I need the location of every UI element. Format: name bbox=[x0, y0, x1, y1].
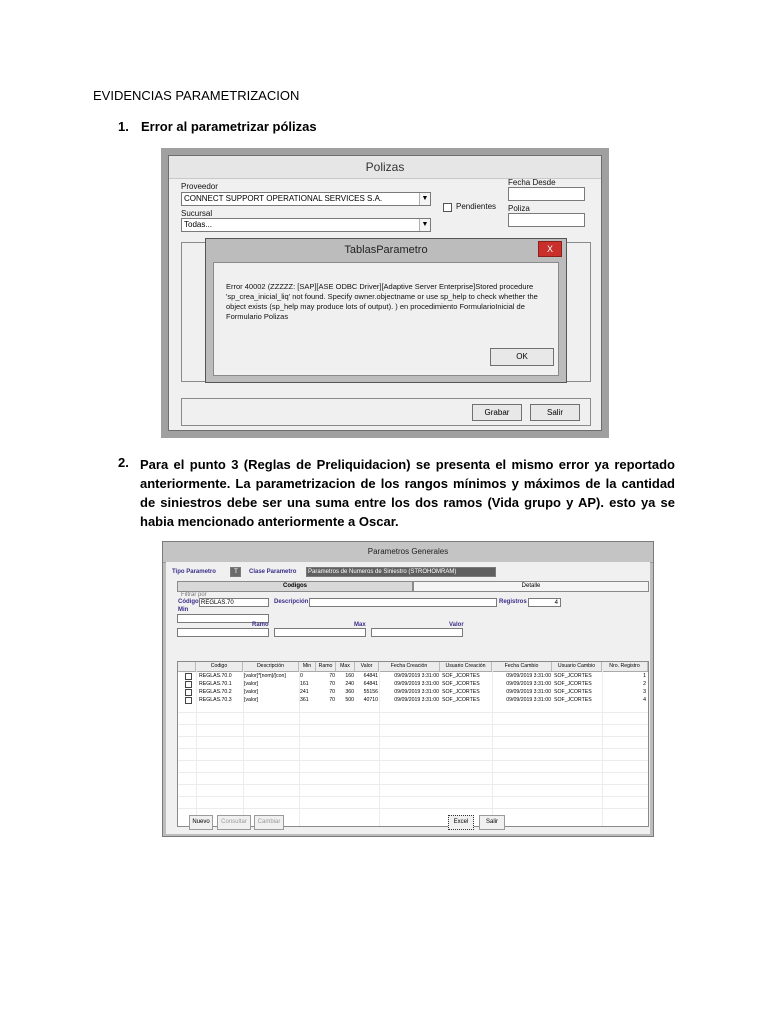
chevron-down-icon[interactable]: ▼ bbox=[419, 193, 430, 205]
grid-line bbox=[178, 772, 648, 773]
grid-line bbox=[602, 662, 603, 826]
cell-ramo: 70 bbox=[329, 689, 335, 695]
cell-usuario-creacion: SOF_JCORTES bbox=[442, 689, 480, 695]
fecha-desde-input[interactable] bbox=[508, 187, 585, 201]
tab-codigos[interactable]: Codigos bbox=[177, 581, 413, 592]
chevron-down-icon[interactable]: ▼ bbox=[419, 219, 430, 231]
error-dialog bbox=[205, 238, 567, 383]
descripcion-input[interactable] bbox=[309, 598, 497, 607]
cell-usuario-creacion: SOF_JCORTES bbox=[442, 673, 480, 679]
cell-descripcion: [valor] bbox=[244, 681, 259, 687]
cell-max: 360 bbox=[345, 689, 354, 695]
column-header[interactable]: Valor bbox=[355, 662, 379, 671]
column-header[interactable]: Ramo bbox=[316, 662, 336, 671]
column-header[interactable]: Max bbox=[336, 662, 355, 671]
polizas-button-bar bbox=[181, 398, 591, 426]
row-checkbox[interactable] bbox=[185, 689, 192, 696]
error-message: Error 40002 (ZZZZZ: [SAP][ASE ODBC Driver][Adaptive Server Enterprise]Stored procedure 'sp_crea_inicial_liq' not found. Specify owner.objectname or use sp_help to check whether the object exists (sp_help may produce lots of output). ) en procedimiento FormularioInicial de Formulario Polizas bbox=[226, 282, 538, 321]
column-header[interactable]: Min bbox=[299, 662, 316, 671]
cell-valor: 55156 bbox=[363, 689, 378, 695]
cell-valor: 64841 bbox=[363, 681, 378, 687]
cell-usuario-creacion: SOF_JCORTES bbox=[442, 697, 480, 703]
cell-usuario-cambio: SOF_JCORTES bbox=[554, 689, 592, 695]
cell-min: 241 bbox=[300, 689, 309, 695]
salir-button[interactable]: Salir bbox=[530, 404, 580, 421]
pendientes-label: Pendientes bbox=[456, 202, 497, 211]
column-header[interactable]: Nro. Registro bbox=[602, 662, 648, 671]
filtrar-label: Filtrar por bbox=[181, 592, 207, 598]
cell-descripcion: [valor] bbox=[244, 689, 259, 695]
ramo-label: Ramo bbox=[252, 622, 269, 628]
cell-nro-registro: 4 bbox=[643, 697, 646, 703]
proveedor-select[interactable] bbox=[181, 192, 431, 206]
cell-ramo: 70 bbox=[329, 681, 335, 687]
excel-button[interactable]: Excel bbox=[448, 815, 474, 830]
grid-line bbox=[299, 662, 300, 826]
grid-line bbox=[178, 748, 648, 749]
column-header[interactable]: Fecha Cambio bbox=[492, 662, 552, 671]
cell-nro-registro: 3 bbox=[643, 689, 646, 695]
cell-max: 240 bbox=[345, 681, 354, 687]
list-number-1: 1. bbox=[118, 119, 129, 134]
tipo-parametro-label: Tipo Parametro bbox=[172, 569, 216, 575]
column-header[interactable]: Usuario Creación bbox=[440, 662, 492, 671]
grid-line bbox=[178, 736, 648, 737]
grid-line bbox=[492, 662, 493, 826]
list-item-2-text: Para el punto 3 (Reglas de Preliquidacion) se presenta el mismo error ya reportado anteriormente. La parametrizacion de los rangos mínimos y máximos de la cantidad de siniestros debe ser una suma entre los dos ramos (Vida grupo y AP). esto ya se habia mencionado anteriormente a Oscar. bbox=[140, 457, 675, 529]
cell-fecha-cambio: 09/09/2019 3:31:00 bbox=[506, 681, 551, 687]
min-label: Min bbox=[178, 607, 189, 613]
polizas-window bbox=[168, 155, 602, 431]
clase-parametro-value: Parametros de Numeros de Siniestro (STROHOMRAM) bbox=[308, 569, 457, 575]
cell-usuario-cambio: SOF_JCORTES bbox=[554, 681, 592, 687]
column-header[interactable]: Fecha Creación bbox=[379, 662, 440, 671]
row-checkbox[interactable] bbox=[185, 697, 192, 704]
cell-usuario-creacion: SOF_JCORTES bbox=[442, 681, 480, 687]
parametros-window-body bbox=[166, 562, 650, 834]
cell-fecha-creacion: 09/09/2019 3:31:00 bbox=[394, 689, 439, 695]
cell-fecha-cambio: 09/09/2019 3:31:00 bbox=[506, 689, 551, 695]
poliza-label: Poliza bbox=[508, 204, 530, 213]
cell-nro-registro: 1 bbox=[643, 673, 646, 679]
column-header[interactable]: Usuario Cambio bbox=[552, 662, 602, 671]
cell-fecha-creacion: 09/09/2019 3:31:00 bbox=[394, 673, 439, 679]
sucursal-label: Sucursal bbox=[181, 209, 213, 218]
grid-line bbox=[178, 796, 648, 797]
descripcion-label: Descripción bbox=[274, 599, 309, 605]
grid-line bbox=[178, 808, 648, 809]
page-heading: EVIDENCIAS PARAMETRIZACION bbox=[93, 88, 300, 103]
ramo-input[interactable] bbox=[177, 628, 269, 637]
cell-fecha-creacion: 09/09/2019 3:31:00 bbox=[394, 697, 439, 703]
row-checkbox[interactable] bbox=[185, 681, 192, 688]
parametros-window-title: Parametros Generales bbox=[163, 542, 653, 563]
screenshot-parametros-generales bbox=[162, 541, 654, 837]
cell-nro-registro: 2 bbox=[643, 681, 646, 687]
cell-fecha-cambio: 09/09/2019 3:31:00 bbox=[506, 697, 551, 703]
cell-max: 160 bbox=[345, 673, 354, 679]
grid-line bbox=[243, 662, 244, 826]
error-dialog-title: TablasParametro bbox=[344, 244, 428, 256]
max-input[interactable] bbox=[274, 628, 366, 637]
sucursal-select[interactable] bbox=[181, 218, 431, 232]
cell-codigo: REGLAS.70.0 bbox=[199, 673, 232, 679]
cell-valor: 64841 bbox=[363, 673, 378, 679]
table-header bbox=[178, 662, 648, 672]
grid-line bbox=[178, 724, 648, 725]
column-header[interactable]: Codigo bbox=[196, 662, 243, 671]
error-dialog-body bbox=[213, 262, 559, 376]
registros-label: Registros bbox=[499, 599, 527, 605]
row-checkbox[interactable] bbox=[185, 673, 192, 680]
clase-parametro-select[interactable] bbox=[306, 567, 496, 577]
cell-valor: 40710 bbox=[363, 697, 378, 703]
salir-button[interactable]: Salir bbox=[479, 815, 505, 830]
proveedor-label: Proveedor bbox=[181, 182, 218, 191]
column-header[interactable]: Descripción bbox=[243, 662, 299, 671]
tipo-parametro-select[interactable]: T bbox=[230, 567, 241, 577]
header-checkbox-col bbox=[178, 662, 196, 671]
ok-button[interactable]: OK bbox=[490, 348, 554, 366]
list-number-2: 2. bbox=[118, 455, 129, 470]
fecha-desde-label: Fecha Desde bbox=[508, 178, 556, 187]
close-icon[interactable]: X bbox=[538, 241, 562, 257]
cell-max: 500 bbox=[345, 697, 354, 703]
cell-codigo: REGLAS.70.1 bbox=[199, 681, 232, 687]
codigo-label: Código bbox=[178, 599, 199, 605]
cell-min: 361 bbox=[300, 697, 309, 703]
table-row[interactable] bbox=[178, 696, 648, 705]
cell-ramo: 70 bbox=[329, 697, 335, 703]
valor-label: Valor bbox=[449, 622, 464, 628]
parametros-table bbox=[177, 661, 649, 827]
cell-descripcion: [valor] bbox=[244, 697, 259, 703]
cell-codigo: REGLAS.70.3 bbox=[199, 697, 232, 703]
cell-fecha-creacion: 09/09/2019 3:31:00 bbox=[394, 681, 439, 687]
codigo-input[interactable]: REGLAS.70 bbox=[199, 598, 269, 607]
pendientes-checkbox[interactable] bbox=[443, 203, 452, 212]
nuevo-button[interactable]: Nuevo bbox=[189, 815, 213, 830]
grid-line bbox=[379, 662, 380, 826]
sucursal-select-value: Todas... bbox=[184, 220, 213, 229]
cell-fecha-cambio: 09/09/2019 3:31:00 bbox=[506, 673, 551, 679]
cell-ramo: 70 bbox=[329, 673, 335, 679]
cell-usuario-cambio: SOF_JCORTES bbox=[554, 673, 592, 679]
grid-line bbox=[178, 784, 648, 785]
cell-codigo: REGLAS.70.2 bbox=[199, 689, 232, 695]
consultar-button[interactable]: Consultar bbox=[217, 815, 251, 830]
grid-line bbox=[178, 712, 648, 713]
cell-min: 0 bbox=[300, 673, 303, 679]
list-item-1-text: Error al parametrizar pólizas bbox=[141, 119, 317, 134]
polizas-window-title: Polizas bbox=[169, 156, 601, 179]
tab-detalle[interactable]: Detalle bbox=[413, 581, 649, 592]
grid-line bbox=[196, 662, 197, 826]
max-label: Max bbox=[354, 622, 366, 628]
poliza-input[interactable] bbox=[508, 213, 585, 227]
grabar-button[interactable]: Grabar bbox=[472, 404, 522, 421]
valor-input[interactable] bbox=[371, 628, 463, 637]
cell-min: 161 bbox=[300, 681, 309, 687]
cell-descripcion: [valor]*[nom]/[con] bbox=[244, 673, 286, 679]
grid-line bbox=[178, 760, 648, 761]
cambiar-button[interactable]: Cambiar bbox=[254, 815, 284, 830]
registros-value: 4 bbox=[528, 598, 561, 607]
proveedor-select-value: CONNECT SUPPORT OPERATIONAL SERVICES S.A. bbox=[184, 194, 383, 203]
clase-parametro-label: Clase Parametro bbox=[249, 569, 297, 575]
cell-usuario-cambio: SOF_JCORTES bbox=[554, 697, 592, 703]
screenshot-polizas bbox=[161, 148, 609, 438]
